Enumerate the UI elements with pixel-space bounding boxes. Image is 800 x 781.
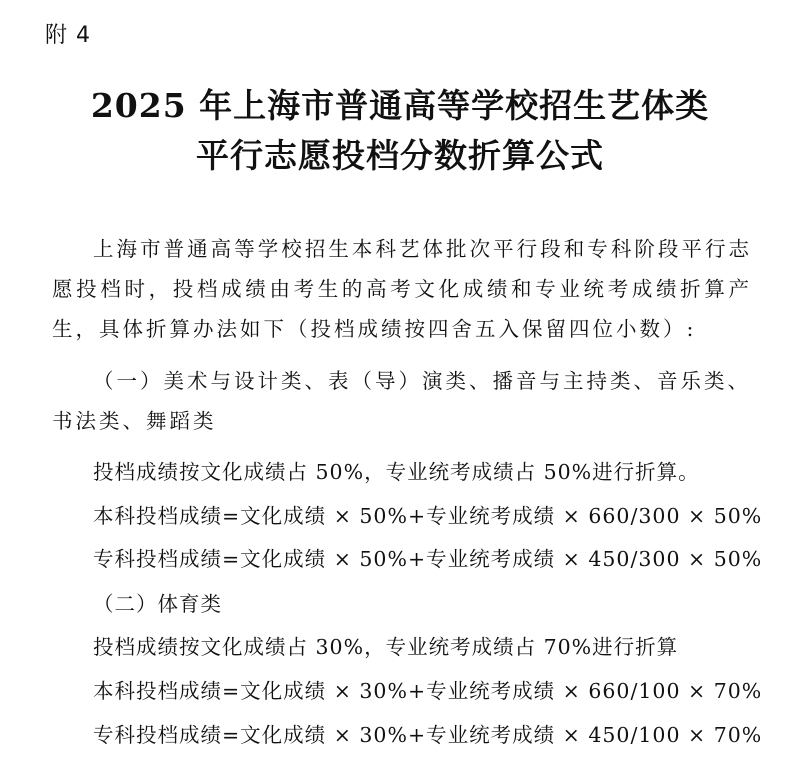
section-2-vocational-formula: 专科投档成绩=文化成绩 × 30%+专业统考成绩 × 450/100 × 70% [93, 723, 763, 747]
section-2-rule: 投档成绩按文化成绩占 30%，专业统考成绩占 70%进行折算 [93, 635, 679, 659]
section-1-rule: 投档成绩按文化成绩占 50%，专业统考成绩占 50%进行折算。 [93, 460, 700, 484]
document-title-line-2: 平行志愿投档分数折算公式 [196, 136, 604, 175]
document-title-line-1: 2025 年上海市普通高等学校招生艺体类 [90, 86, 710, 125]
section-1-undergrad-formula: 本科投档成绩=文化成绩 × 50%+专业统考成绩 × 660/300 × 50% [93, 504, 763, 528]
section-2-undergrad-formula: 本科投档成绩=文化成绩 × 30%+专业统考成绩 × 660/100 × 70% [93, 679, 763, 703]
intro-paragraph: 上海市普通高等学校招生本科艺体批次平行段和专科阶段平行志愿投档时，投档成绩由考生的高考文化成绩和专业统考成绩折算产生，具体折算办法如下（投档成绩按四舍五入保留四位小数）: [52, 237, 752, 341]
section-1-vocational-formula: 专科投档成绩=文化成绩 × 50%+专业统考成绩 × 450/300 × 50% [93, 547, 763, 571]
section-1-heading: （一）美术与设计类、表（导）演类、播音与主持类、音乐类、书法类、舞蹈类 [52, 369, 751, 433]
section-2-heading: （二）体育类 [93, 592, 222, 616]
attachment-label: 附 4 [45, 23, 91, 48]
